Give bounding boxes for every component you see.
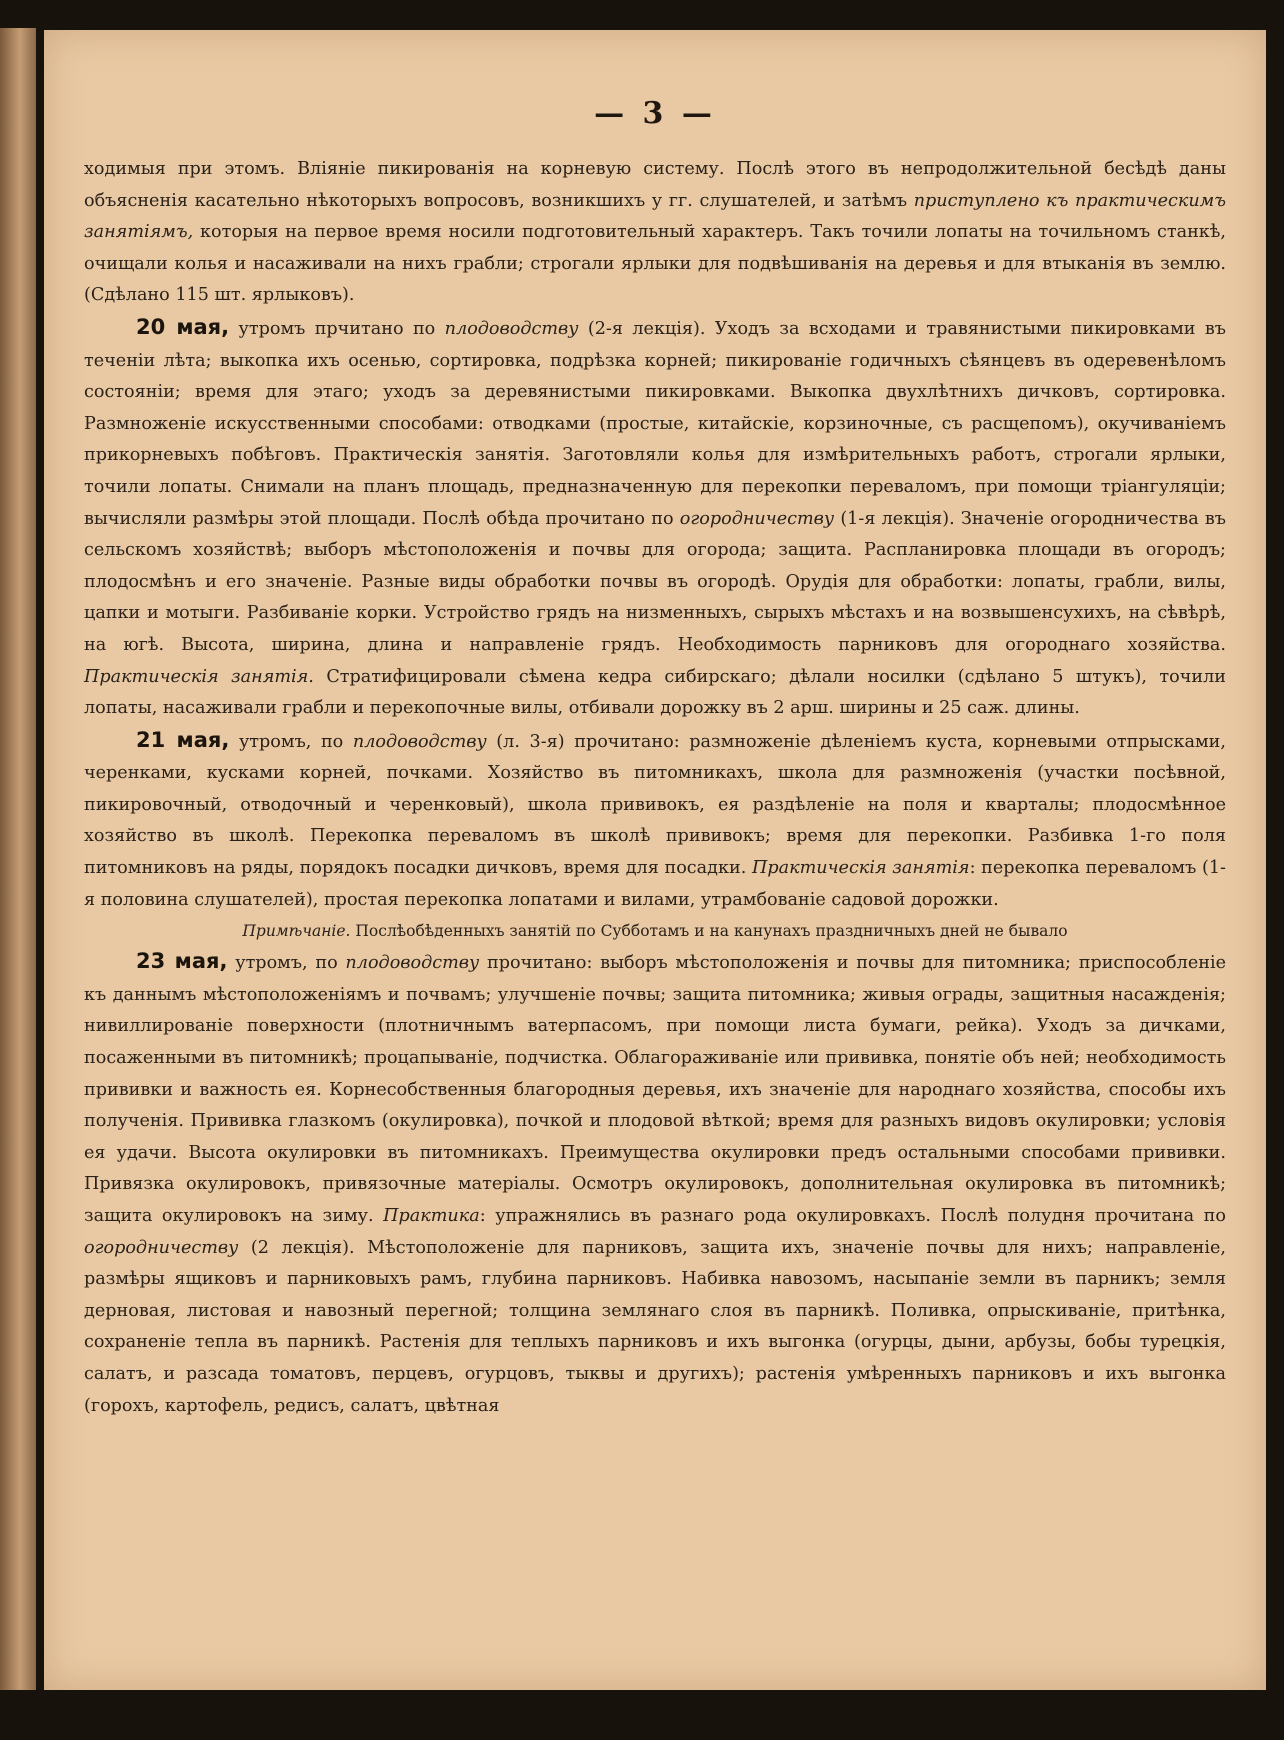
entry-date: 23 мая, bbox=[136, 949, 228, 974]
text-run: (2-я лекція). Уходъ за всходами и травянистыми пикировками въ теченіи лѣта; выкопка ихъ осенью, сортировка, подрѣзка корней; пикированіе годичныхъ сѣянцевъ въ одеревенѣломъ состояніи; время для этаго; уходъ за деревянистыми пикировками. Выкопка двухлѣтнихъ дичковъ, сортировка. Размноженіе искусственными способами: отводками (простые, китайскіе, корзиночные, съ расщепомъ), окучиваніемъ прикорневыхъ побѣговъ. Практическія занятія. Заготовляли колья для измѣрительныхъ работъ, строгали ярлыки, точили лопаты. Снимали на планъ площадь, предназначенную для перекопки переваломъ, при помощи тріангуляціи; вычисляли размѣры этой площади. Послѣ обѣда прочитано по bbox=[84, 318, 1226, 529]
italic-run: Практическія занятія. bbox=[84, 666, 314, 687]
italic-run: плодоводству bbox=[345, 953, 480, 974]
text-run: утромъ, по bbox=[227, 953, 346, 974]
text-run: : упражнялись въ разнаго рода окулировкахъ. Послѣ полудня прочитана по bbox=[479, 1206, 1226, 1226]
text-run: Послѣобѣденныхъ занятій по Субботамъ и на канунахъ праздничныхъ дней не бывало bbox=[350, 922, 1068, 941]
entry-may-23 bbox=[84, 946, 1226, 1422]
paragraph-continuation bbox=[84, 154, 1226, 312]
text-run: утромъ прчитано по bbox=[229, 318, 445, 339]
text-run: которыя на первое время носили подготовительный характеръ. Такъ точили лопаты на точильномъ станкѣ, очищали колья и насаживали на нихъ грабли; строгали ярлыки для подвѣшиванія на деревья и для втыканія въ землю. (Сдѣлано 115 шт. ярлыковъ). bbox=[84, 222, 1226, 306]
italic-run: огородничеству bbox=[84, 1237, 239, 1258]
text-run: прочитано: выборъ мѣстоположенія и почвы для питомника; приспособленіе къ даннымъ мѣстоположеніямъ и почвамъ; улучшеніе почвы; защита питомника; живыя ограды, защитныя насажденія; нивиллированіе поверхности (плотничнымъ ватерпасомъ, при помощи листа бумаги, рейка). Уходъ за дичками, посаженными въ питомникѣ; процапываніе, подчистка. Облагораживаніе или прививка, понятіе объ ней; необходимость прививки и важность ея. Корнесобственныя благородныя деревья, ихъ значеніе для народнаго хозяйства, способы ихъ полученія. Прививка глазкомъ (окулировка), почкой и плодовой вѣткой; время для разныхъ видовъ окулировки; условія ея удачи. Высота окулировки въ питомникахъ. Преимущества окулировки предъ остальными способами прививки. Привязка окулировокъ, привязочные матеріалы. Осмотръ окулировокъ, дополнительная окулировка въ питомникѣ; защита окулировокъ на зиму. bbox=[84, 953, 1226, 1226]
text-run: ходимыя при этомъ. Вліяніе пикированія на корневую систему. Послѣ этого въ непродолжительной бесѣдѣ даны объясненія касательно нѣкоторыхъ вопросовъ, возникшихъ у гг. слушателей, и затѣмъ bbox=[84, 159, 1226, 211]
body-text bbox=[84, 154, 1226, 1422]
footnote-remark bbox=[84, 916, 1226, 946]
text-run: утромъ, по bbox=[229, 731, 353, 752]
page-number: — 3 — bbox=[594, 96, 716, 131]
italic-run: плодоводству bbox=[352, 731, 487, 752]
document-page bbox=[44, 30, 1266, 1690]
italic-run: плодоводству bbox=[444, 318, 579, 339]
text-run: : перекопка переваломъ (1-я половина слушателей), простая перекопка лопатами и вилами, утрамбованіе садовой дорожки. bbox=[84, 858, 1226, 910]
italic-run: Практика bbox=[383, 1206, 480, 1226]
text-run: (2 лекція). Мѣстоположеніе для парниковъ, защита ихъ, значеніе почвы для нихъ; направленіе, размѣры ящиковъ и парниковыхъ рамъ, глубина парниковъ. Набивка навозомъ, насыпаніе земли въ парникъ; земля дерновая, листовая и навозный перегной; толщина землянаго слоя въ парникѣ. Поливка, опрыскиваніе, притѣнка, сохраненіе тепла въ парникѣ. Растенія для теплыхъ парниковъ и ихъ выгонка (огурцы, дыни, арбузы, бобы турецкія, салатъ, и разсада томатовъ, перцевъ, огурцовъ, тыквы и другихъ); растенія умѣренныхъ парниковъ и ихъ выгонка (горохъ, картофель, редисъ, салатъ, цвѣтная bbox=[84, 1237, 1226, 1416]
adjacent-page-edge bbox=[0, 28, 36, 1690]
italic-run: Практическія занятія bbox=[751, 858, 970, 879]
text-run: (л. 3-я) прочитано: размноженіе дѣленіемъ куста, корневыми отпрысками, черенками, кусками корней, почками. Хозяйство въ питомникахъ, школа для размноженія (участки посѣвной, пикировочный, отводочный и черенковый), школа прививокъ, ея раздѣленіе на поля и кварталы; плодосмѣнное хозяйство въ школѣ. Перекопка переваломъ въ школѣ прививокъ; время для перекопки. Разбивка 1-го поля питомниковъ на ряды, порядокъ посадки дичковъ, время для посадки. bbox=[84, 731, 1226, 879]
text-run: Стратифицировали сѣмена кедра сибирскаго; дѣлали носилки (сдѣлано 5 штукъ), точили лопаты, насаживали грабли и перекопочные вилы, отбивали дорожку въ 2 арш. ширины и 25 саж. длины. bbox=[84, 666, 1226, 719]
entry-date: 21 мая, bbox=[136, 727, 230, 752]
entry-may-20 bbox=[84, 312, 1226, 725]
italic-run: Примѣчаніе. bbox=[242, 922, 351, 941]
italic-run: приступлено къ практическимъ занятіямъ, bbox=[84, 190, 1226, 243]
entry-date: 20 мая, bbox=[136, 314, 230, 339]
text-run: (1-я лекція). Значеніе огородничества въ сельскомъ хозяйствѣ; выборъ мѣстоположенія и почвы для огорода; защита. Распланировка площади въ огородъ; плодосмѣнъ и его значеніе. Разные виды обработки почвы въ огородѣ. Орудія для обработки: лопаты, грабли, вилы, цапки и мотыги. Разбиваніе корки. Устройство грядъ на низменныхъ, сырыхъ мѣстахъ и на возвышенсухихъ, на сѣвѣрѣ, на югѣ. Высота, ширина, длина и направленіе грядъ. Необходимость парниковъ для огороднаго хозяйства. bbox=[84, 508, 1226, 655]
entry-may-21 bbox=[84, 725, 1226, 917]
italic-run: огородничеству bbox=[679, 508, 835, 529]
